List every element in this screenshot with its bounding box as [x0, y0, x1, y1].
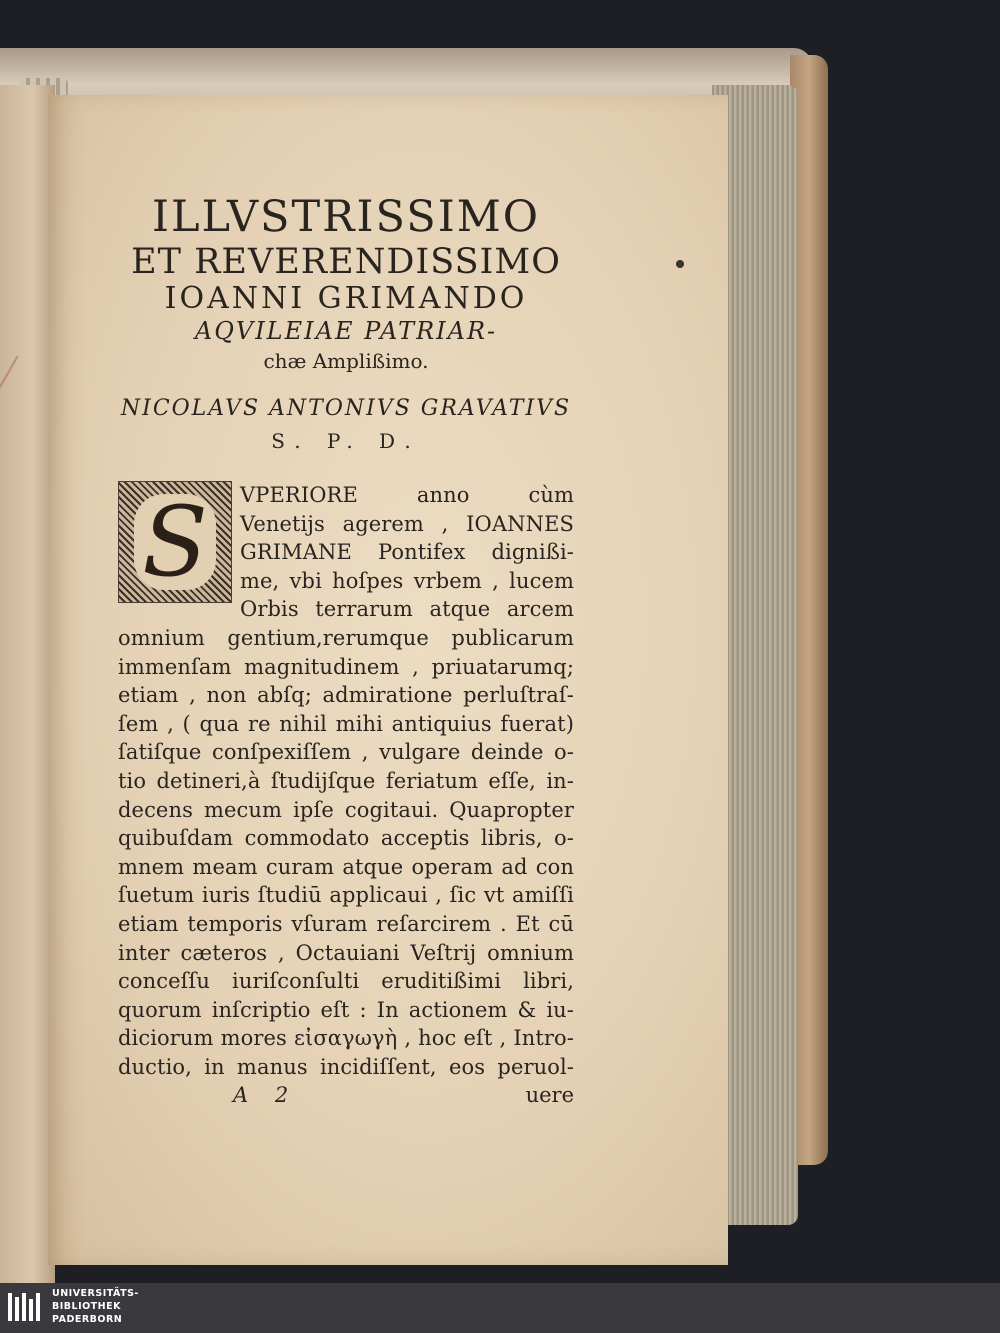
ink-speck	[676, 260, 684, 268]
body-line: inter cæteros , Octauiani Veſtrij omnium	[118, 940, 574, 965]
catchword: uere	[525, 1083, 574, 1108]
author-name: NICOLAVS ANTONIVS GRAVATIVS	[120, 396, 572, 421]
body-line: me, vbi hoſpes vrbem , lucem	[240, 568, 574, 593]
body-line: immenſam magnitudinem , priuatarumq;	[118, 654, 574, 679]
title-line-2: ET REVERENDISSIMO	[131, 242, 561, 282]
title-line-4: AQVILEIAE PATRIAR-	[194, 317, 498, 345]
title-line-5: chæ Amplißimo.	[263, 349, 429, 373]
body-line: ſem , ( qua re nihil mihi antiquius fuerat)	[118, 711, 574, 736]
salutation: S. P. D.	[271, 429, 421, 453]
body-line: conceſſu iuriſconſulti eruditißimi libri,	[118, 969, 574, 994]
body-line: Venetijs agerem , IOANNES	[240, 511, 574, 536]
decorated-initial	[118, 481, 232, 603]
library-footer	[0, 1283, 1000, 1333]
library-name	[52, 1287, 139, 1326]
body-line: ductio, in manus incidiſſent, eos peruol-	[118, 1054, 574, 1079]
body-line: ſatiſque conſpexiſſem , vulgare deinde o-	[118, 740, 574, 765]
body-line: tio detineri,à ſtudijſque feriatum eſſe, in-	[118, 768, 574, 793]
body-line: ſuetum iuris ſtudiū applicaui , ſic vt amiſſi	[118, 883, 574, 908]
body-line: quorum inſcriptio eſt : In actionem & iu-	[118, 997, 574, 1022]
library-name-line-2: BIBLIOTHEK	[52, 1301, 121, 1312]
body-line: decens mecum ipſe cogitaui. Quapropter	[118, 797, 574, 822]
library-logo-icon	[6, 1289, 44, 1327]
body-line: quibuſdam commodato acceptis libris, o-	[118, 826, 574, 851]
left-page-edge	[0, 85, 55, 1283]
body-line: diciorum mores εἰσαγωγὴ , hoc eſt , Intro-	[118, 1026, 574, 1051]
signature-mark: A 2	[233, 1083, 299, 1108]
body-line: Orbis terrarum atque arcem	[240, 597, 574, 622]
title-line-1: ILLVSTRISSIMO	[152, 192, 540, 242]
body-line: GRIMANE Pontifex dignißi-	[240, 540, 574, 565]
body-line: etiam , non abſq; admiratione perluſtraſ-	[118, 683, 574, 708]
body-text	[118, 481, 574, 1113]
initial-letter: S	[134, 494, 216, 590]
library-name-line-1: UNIVERSITÄTS-	[52, 1288, 139, 1299]
page-footer-line	[118, 1083, 574, 1113]
body-line: omnium gentium,rerumque publicarum	[118, 625, 574, 650]
library-name-line-3: PADERBORN	[52, 1314, 123, 1325]
body-line: etiam temporis vſuram reſarcirem . Et cū	[118, 911, 574, 936]
title-line-3: IOANNI GRIMANDO	[164, 281, 528, 316]
body-line: mnem meam curam atque operam ad con	[118, 854, 574, 879]
page-text	[118, 192, 574, 1113]
body-line: VPERIORE anno cùm	[240, 483, 574, 507]
